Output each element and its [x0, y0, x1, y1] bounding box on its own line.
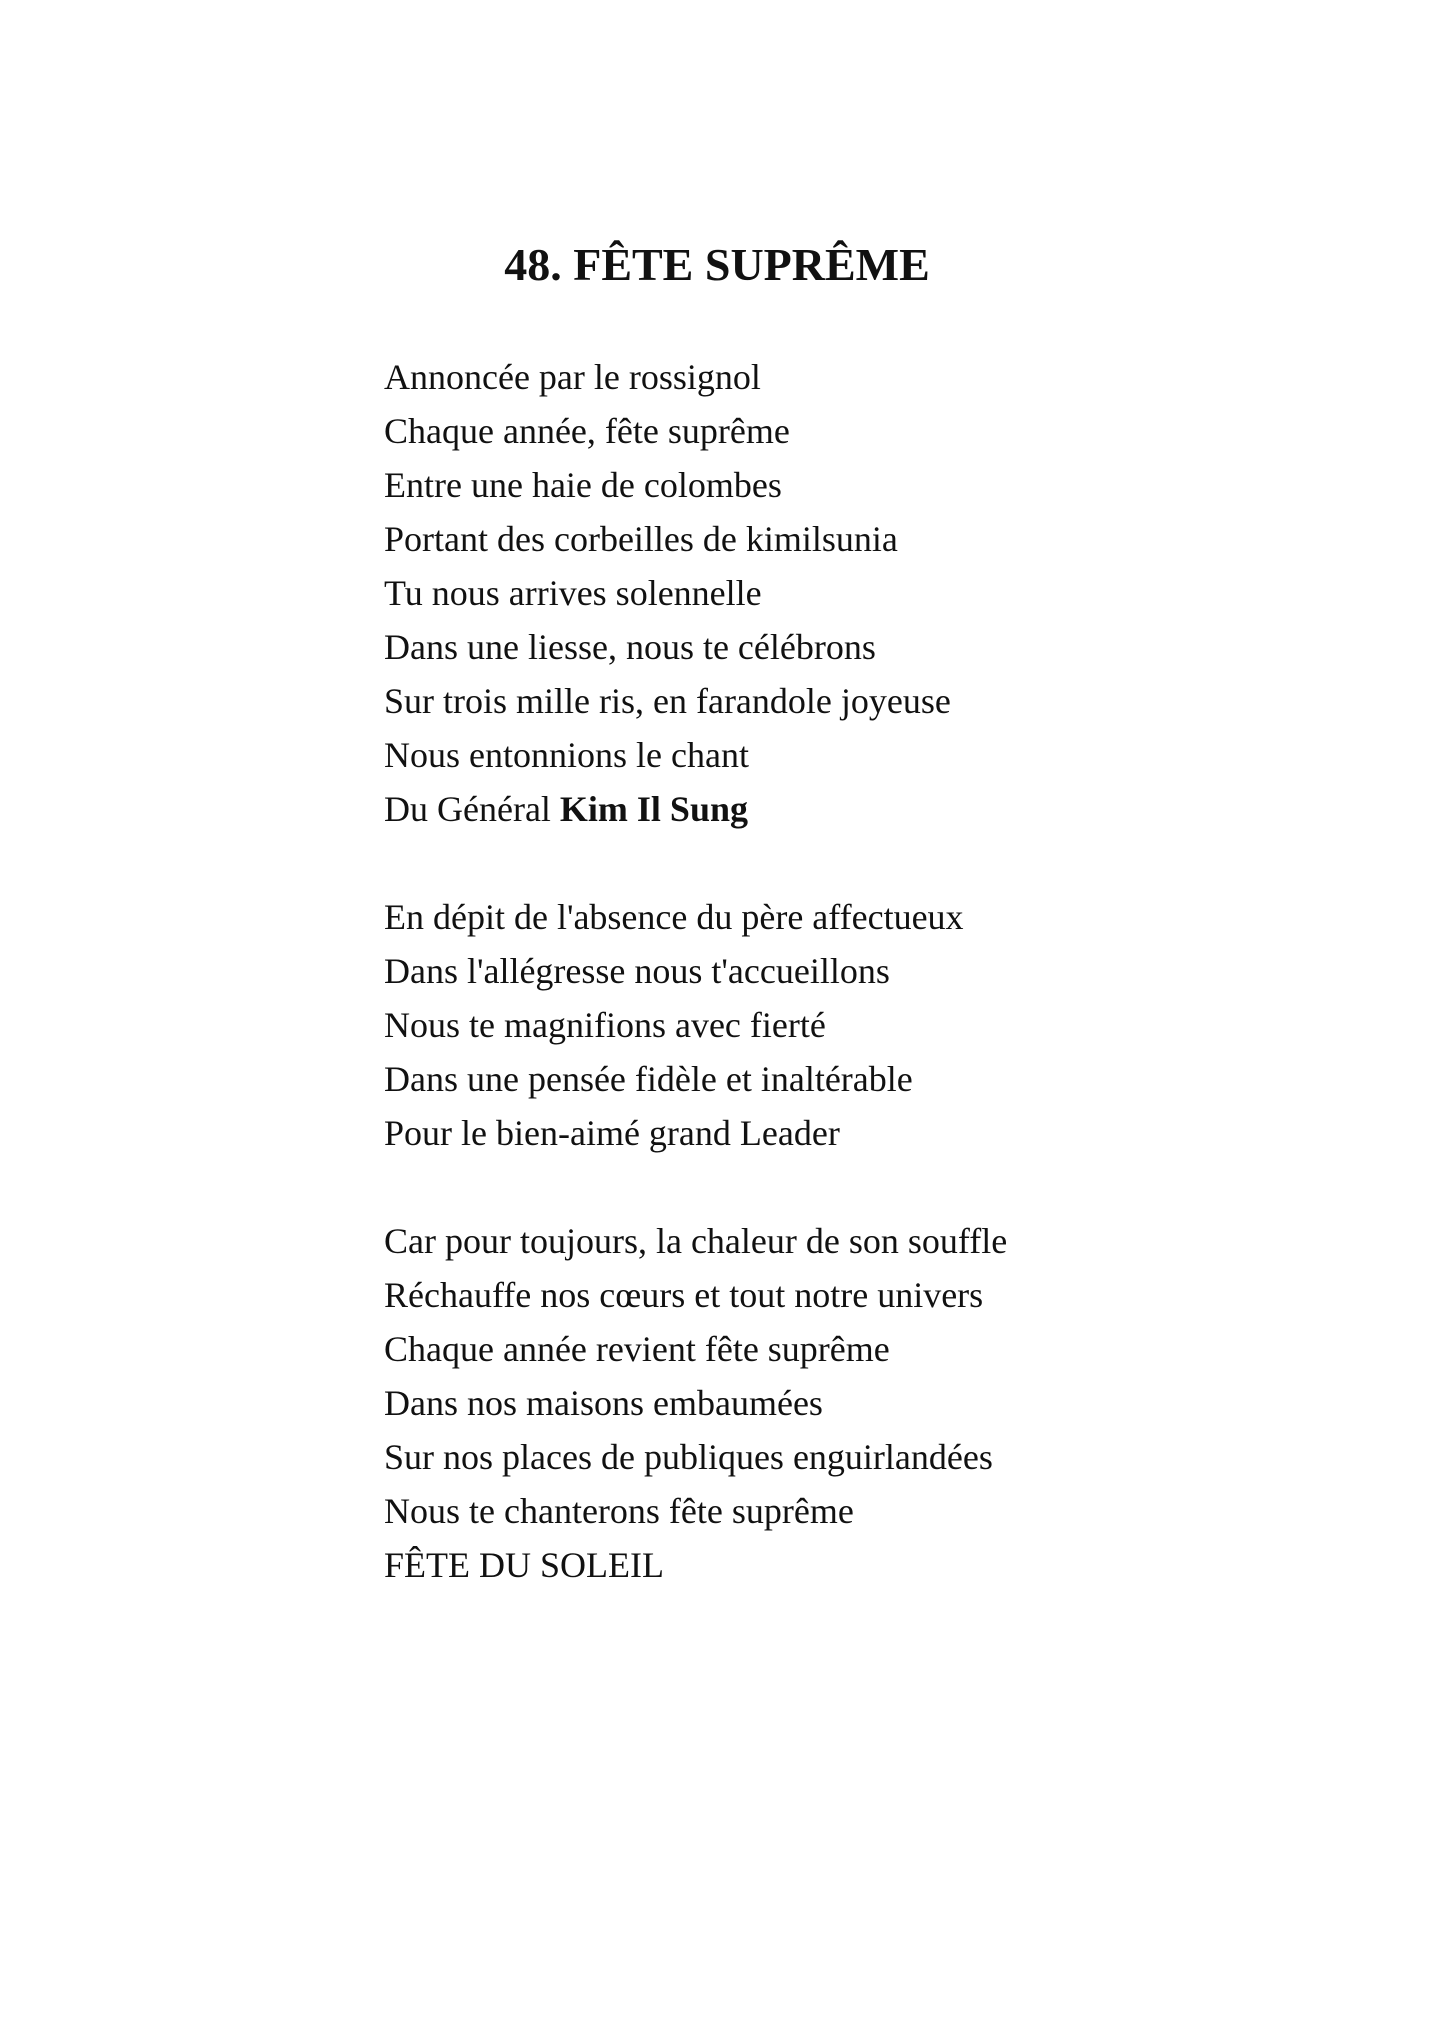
poem-line: Annoncée par le rossignol [384, 357, 761, 397]
line-prefix: Du Général [384, 789, 560, 829]
poem-line: FÊTE DU SOLEIL [384, 1545, 664, 1585]
poem-line: Chaque année, fête suprême [384, 411, 790, 451]
poem-line: Car pour toujours, la chaleur de son souffle [384, 1221, 1008, 1261]
stanza-1 [384, 350, 1344, 836]
poem-line: Entre une haie de colombes [384, 465, 782, 505]
poem-line: Nous entonnions le chant [384, 735, 749, 775]
poem-line: Dans l'allégresse nous t'accueillons [384, 951, 890, 991]
poem-line: Portant des corbeilles de kimilsunia [384, 519, 898, 559]
poem-line: Réchauffe nos cœurs et tout notre univers [384, 1275, 984, 1315]
poem-line-with-name [384, 782, 1344, 836]
poem-line: Dans une liesse, nous te célébrons [384, 627, 876, 667]
leader-name: Kim Il Sung [559, 789, 748, 829]
poem-title: 48. FÊTE SUPRÊME [504, 239, 930, 290]
poem-line: Nous te chanterons fête suprême [384, 1491, 854, 1531]
poem-line: Nous te magnifions avec fierté [384, 1005, 826, 1045]
poem-line: Tu nous arrives solennelle [384, 573, 762, 613]
poem-line: Dans une pensée fidèle et inaltérable [384, 1059, 913, 1099]
poem-line: Chaque année revient fête suprême [384, 1329, 890, 1369]
poem-line: Sur nos places de publiques enguirlandées [384, 1437, 993, 1477]
poem-line: En dépit de l'absence du père affectueux [384, 897, 964, 937]
stanza-3 [384, 1214, 1344, 1592]
poem-line: Sur trois mille ris, en farandole joyeuse [384, 681, 951, 721]
stanza-2 [384, 890, 1344, 1160]
poem-line: Dans nos maisons embaumées [384, 1383, 823, 1423]
poem-line: Pour le bien-aimé grand Leader [384, 1113, 840, 1153]
poem-body [384, 350, 1344, 1646]
